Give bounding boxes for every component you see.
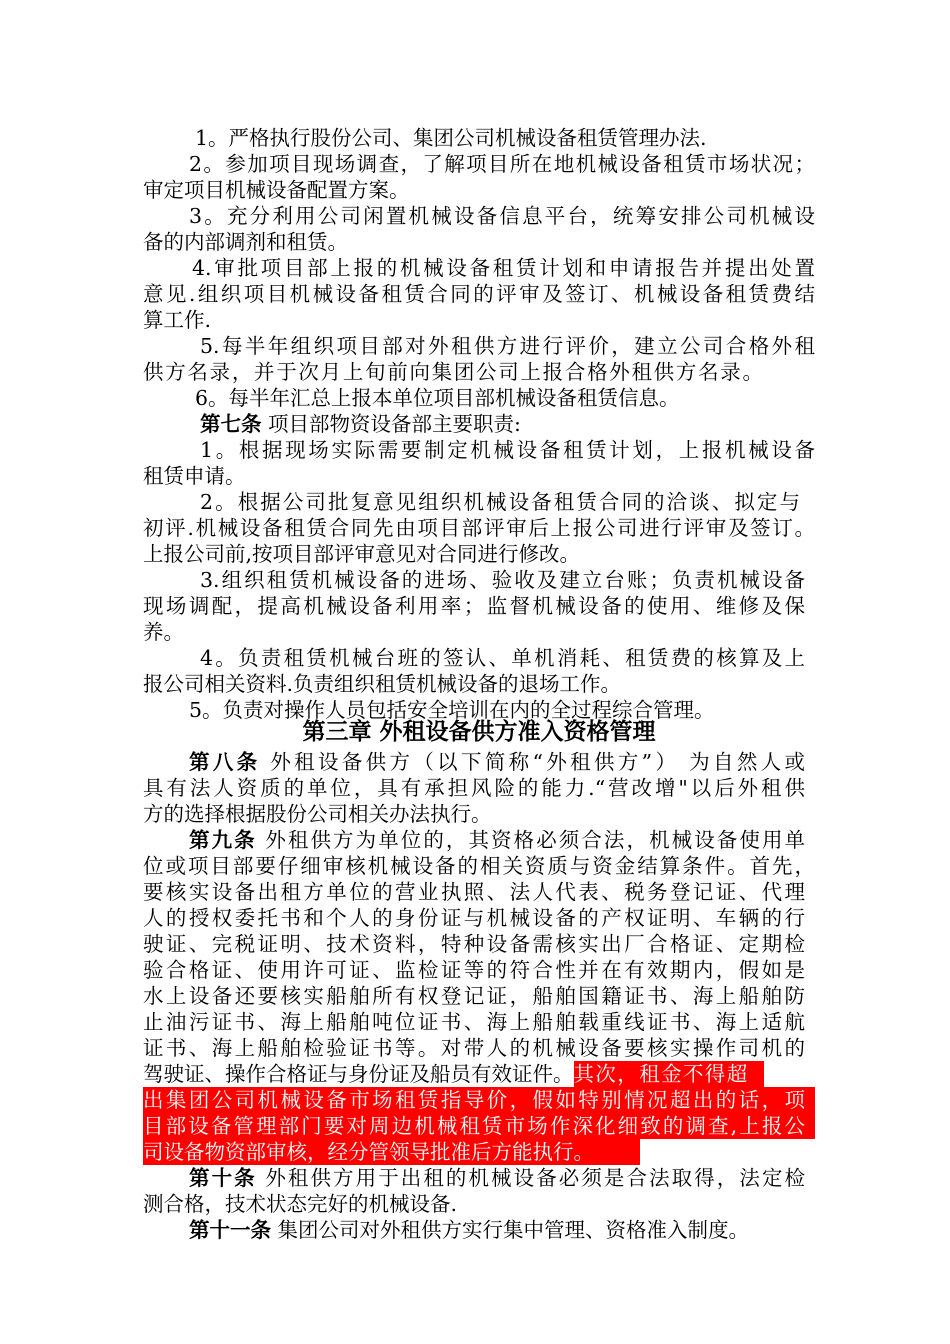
paragraph-line: 验合格证、使用许可证、监检证等的符合性并在有效期内，假如是 <box>143 958 805 982</box>
paragraph-line: 水上设备还要核实船舶所有权登记证，船舶国籍证书、海上船舶防 <box>143 984 805 1008</box>
paragraph-line: 供方名录，并于次月上旬前向集团公司上报合格外租供方名录。 <box>143 360 763 384</box>
highlighted-text: 司设备物资部审核，经分管领导批准后方能执行。 <box>143 1140 594 1164</box>
paragraph-line: 证书、海上船舶检验证书等。对带人的机械设备要核实操作司机的 <box>143 1036 805 1060</box>
paragraph-line: 审定项目机械设备配置方案。 <box>143 178 410 202</box>
paragraph-line: 1。根据现场实际需要制定机械设备租赁计划，上报机械设备 <box>200 438 815 462</box>
article-9-text: 外租供方为单位的，其资格必须合法，机械设备使用单 <box>256 828 806 852</box>
paragraph-line: 测合格，技术状态完好的机械设备. <box>143 1192 458 1216</box>
article-9-line <box>189 827 805 853</box>
paragraph-line: 备的内部调剂和租赁。 <box>143 230 348 254</box>
paragraph-line: 要核实设备出租方单位的营业执照、法人代表、税务登记证、代理 <box>143 880 805 904</box>
article-8-line <box>189 749 805 775</box>
paragraph-line: 5。负责对操作人员包括安全培训在内的全过程综合管理。 <box>189 698 715 722</box>
article-7-title: 第七条 <box>200 412 262 436</box>
paragraph-line: 4。负责租赁机械台班的签认、单机消耗、租赁费的核算及上 <box>200 646 805 670</box>
paragraph-line: 2。根据公司批复意见组织机械设备租赁合同的洽谈、拟定与 <box>200 490 800 514</box>
paragraph-line: 驶证、完税证明、技术资料，特种设备需核实出厂合格证、定期检 <box>143 932 805 956</box>
highlighted-text: 目部设备管理部门要对周边机械租赁市场作深化细致的调查,上报公 <box>143 1114 805 1138</box>
highlighted-text: 出集团公司机械设备市场租赁指导价，假如特别情况超出的话，项 <box>143 1088 805 1112</box>
paragraph-line: 具有法人资质的单位，具有承担风险的能力.“营改增"以后外租供 <box>143 776 805 800</box>
article-11-text: 集团公司对外租供方实行集中管理、资格准入制度。 <box>271 1218 750 1242</box>
paragraph-line: 上报公司前,按项目部评审意见对合同进行修改。 <box>143 542 581 566</box>
paragraph-line: 止油污证书、海上船舶吨位证书、海上船舶载重线证书、海上适航 <box>143 1010 805 1034</box>
article-10-text: 外租供方用于出租的机械设备必须是合法取得，法定检 <box>256 1166 806 1190</box>
article-7-line <box>200 411 872 437</box>
paragraph-line: 初评.机械设备租赁合同先由项目部评审后上报公司进行评审及签订。 <box>143 516 815 540</box>
article-11-line <box>189 1217 861 1243</box>
highlighted-line-start <box>143 1061 815 1087</box>
paragraph-line: 位或项目部要仔细审核机械设备的相关资质与资金结算条件。首先， <box>143 854 815 878</box>
paragraph-line: 报公司相关资料.负责组织租赁机械设备的退场工作。 <box>143 672 622 696</box>
paragraph-line: 养。 <box>143 620 184 644</box>
article-8-text: 外租设备供方（以下简称“外租供方”） 为自然人或 <box>260 750 805 774</box>
article-7-text: 项目部物资设备部主要职责: <box>261 412 521 436</box>
paragraph-text: 驾驶证、操作合格证与身份证及船员有效证件。 <box>143 1062 574 1086</box>
paragraph-line: 5.每半年组织项目部对外租供方进行评价，建立公司合格外租 <box>200 334 815 358</box>
chapter-heading: 第三章 外租设备供方准入资格管理 <box>302 719 656 745</box>
paragraph-line: 算工作. <box>143 308 212 332</box>
paragraph-line: 意见.组织项目机械设备租赁合同的评审及签订、机械设备租赁费结 <box>143 282 815 306</box>
paragraph-line: 人的授权委托书和个人的身份证与机械设备的产权证明、车辆的行 <box>143 906 805 930</box>
paragraph-line: 3。充分利用公司闲置机械设备信息平台，统筹安排公司机械设 <box>189 204 815 228</box>
paragraph-line: 方的选择根据股份公司相关办法执行。 <box>143 802 492 826</box>
paragraph-line: 1。严格执行股份公司、集团公司机械设备租赁管理办法. <box>195 126 707 150</box>
article-9-title: 第九条 <box>189 828 257 852</box>
highlighted-text: 其次，租金不得超 <box>574 1061 764 1087</box>
article-10-title: 第十条 <box>189 1166 257 1190</box>
paragraph-line: 6。每半年汇总上报本单位项目部机械设备租赁信息。 <box>195 386 680 410</box>
paragraph-line: 租赁申请。 <box>143 464 246 488</box>
paragraph-line: 3.组织租赁机械设备的进场、验收及建立台账；负责机械设备 <box>200 568 805 592</box>
paragraph-line: 现场调配，提高机械设备利用率；监督机械设备的使用、维修及保 <box>143 594 805 618</box>
article-10-line <box>189 1165 805 1191</box>
article-11-title: 第十一条 <box>189 1218 271 1242</box>
paragraph-line: 4.审批项目部上报的机械设备租赁计划和申请报告并提出处置 <box>192 256 815 280</box>
paragraph-line: 2。参加项目现场调查，了解项目所在地机械设备租赁市场状况； <box>189 152 815 176</box>
article-8-title: 第八条 <box>189 750 261 774</box>
